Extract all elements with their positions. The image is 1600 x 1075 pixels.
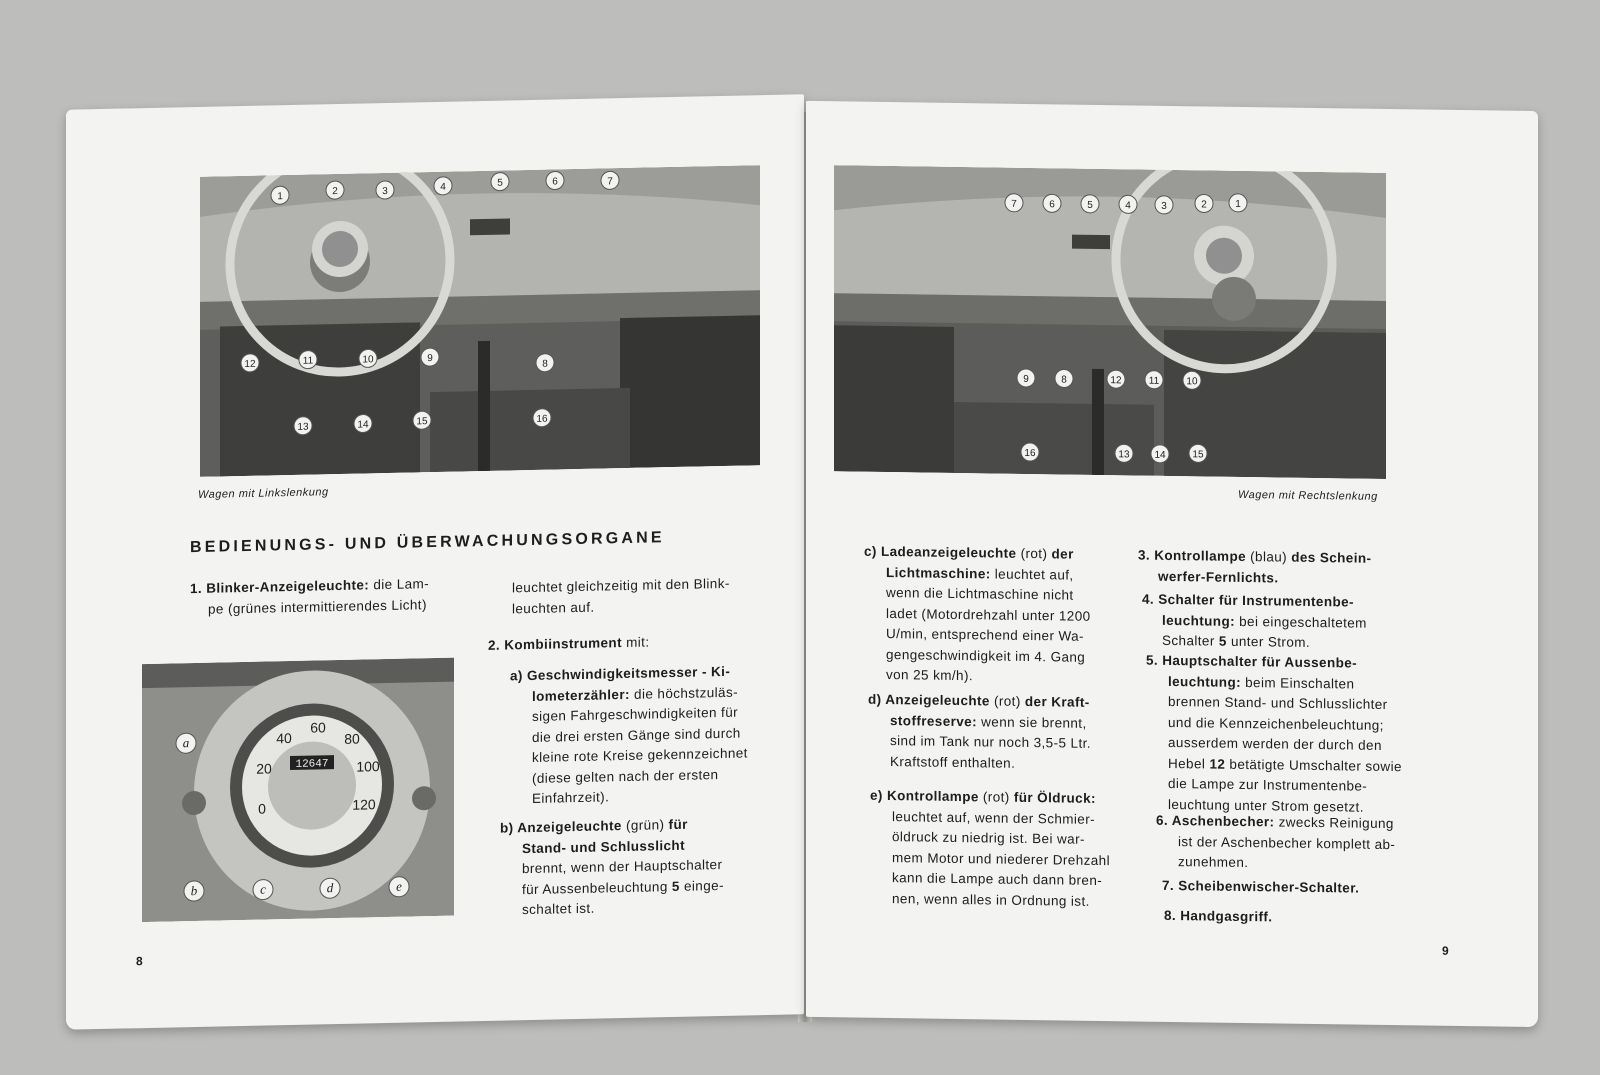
item-c-text: c) Ladeanzeigeleuchte (rot) der Lichtmaschine: leuchtet auf, wenn die Lichtmaschine nicht ladet (Motordrehzahl unter 1200 U/min, entsprechend einer Wa- gengeschwindigkeit im 4. Gang von 25 km/h). xyxy=(864,543,1091,684)
item-8-text: 8. Handgasgriff. xyxy=(1164,907,1273,925)
callout-12: 12 xyxy=(244,358,256,370)
callout-15: 15 xyxy=(416,416,428,428)
item-5-text: 5. Hauptschalter für Aussenbe- leuchtung: beim Einschalten brennen Stand- und Schlusslichter und die Kennzeichenbeleuchtung; ausserdem werden der durch den Hebel 12 betätigte Umschalter sowie die Lampe zur Instrumentenbe- leuchtung unter Strom gesetzt. xyxy=(1146,652,1402,815)
callout-6: 6 xyxy=(552,176,558,188)
section-heading: BEDIENUNGS- UND ÜBERWACHUNGSORGANE xyxy=(190,529,665,557)
r-callout-7: 7 xyxy=(1011,198,1017,210)
r-callout-4: 4 xyxy=(1125,200,1131,212)
item-2a-text: a) Geschwindigkeitsmesser - Ki- lometerzähler: die höchstzuläs- sigen Fahrgeschwindigkeiten für die drei ersten Gänge sind durch kleine rote Kreise gekennzeichnet (diese gelten nach der ersten Einfahrzeit). xyxy=(510,663,748,806)
callout-13: 13 xyxy=(297,421,309,433)
callout-7: 7 xyxy=(607,176,613,188)
dashboard-photo-rhd xyxy=(834,165,1386,479)
gauge-callout-c: c xyxy=(260,881,266,897)
gauge-60: 60 xyxy=(310,719,326,736)
r-callout-11: 11 xyxy=(1148,375,1160,387)
item-2b-text: b) Anzeigeleuchte (grün) für Stand- und Schlusslicht brennt, wenn der Hauptschalter für Aussenbeleuchtung 5 einge- schaltet ist. xyxy=(500,816,724,918)
r-callout-14: 14 xyxy=(1154,449,1166,461)
gauge-callout-e: e xyxy=(396,878,402,894)
r-callout-15: 15 xyxy=(1192,449,1204,461)
item-d-text: d) Anzeigeleuchte (rot) der Kraft- stoffreserve: wenn sie brennt, sind im Tank nur noch 3,5-5 Ltr. Kraftstoff enthalten. xyxy=(868,691,1091,771)
callout-5: 5 xyxy=(497,177,503,189)
item-2-title: 2. Kombiinstrument mit: xyxy=(488,634,650,653)
r-callout-8: 8 xyxy=(1061,374,1067,386)
r-callout-5: 5 xyxy=(1087,199,1093,211)
odometer-value: 12647 xyxy=(295,758,329,771)
right-page xyxy=(806,101,1538,1027)
callout-2: 2 xyxy=(332,186,338,198)
gauge-120: 120 xyxy=(352,796,376,813)
page-number-right: 9 xyxy=(1442,943,1449,958)
r-callout-13: 13 xyxy=(1118,449,1130,461)
gauge-callout-a: a xyxy=(182,735,190,751)
gauge-callout-d: d xyxy=(326,880,334,896)
callout-9: 9 xyxy=(427,353,433,365)
dashboard-photo-lhd xyxy=(200,165,760,477)
callout-11: 11 xyxy=(302,355,314,367)
gauge-80: 80 xyxy=(344,730,360,747)
r-callout-3: 3 xyxy=(1161,200,1167,212)
r-callout-12: 12 xyxy=(1110,375,1122,387)
left-page xyxy=(66,94,804,1029)
callout-3: 3 xyxy=(382,185,388,198)
item-6-text: 6. Aschenbecher: zwecks Reinigung ist der Aschenbecher komplett ab- zunehmen. xyxy=(1156,812,1396,871)
speedometer-photo xyxy=(142,658,454,923)
item-7-text: 7. Scheibenwischer-Schalter. xyxy=(1162,877,1360,896)
item-3-text: 3. Kontrollampe (blau) des Schein- werfer-Fernlichts. xyxy=(1138,547,1372,585)
r-callout-6: 6 xyxy=(1049,199,1055,211)
page-number-left: 8 xyxy=(136,954,143,969)
gauge-0: 0 xyxy=(258,800,266,817)
item-1-text: 1. Blinker-Anzeigeleuchte: die Lam- pe (grünes intermittierendes Licht) xyxy=(190,576,430,617)
item-4-text: 4. Schalter für Instrumentenbe- leuchtung: bei eingeschaltetem Schalter 5 unter Strom. xyxy=(1142,591,1367,650)
callout-14: 14 xyxy=(357,419,369,431)
r-callout-10: 10 xyxy=(1186,376,1198,388)
callout-8: 8 xyxy=(542,358,548,370)
caption-rhd: Wagen mit Rechtslenkung xyxy=(1238,488,1378,503)
gauge-40: 40 xyxy=(276,730,292,747)
callout-10: 10 xyxy=(362,354,374,366)
callout-4: 4 xyxy=(440,181,446,193)
r-callout-16: 16 xyxy=(1024,447,1036,460)
gauge-20: 20 xyxy=(256,760,272,777)
item-1-continued: leuchtet gleichzeitig mit den Blink- leuchten auf. xyxy=(512,575,730,616)
gauge-100: 100 xyxy=(356,758,380,775)
r-callout-9: 9 xyxy=(1023,373,1029,386)
item-e-text: e) Kontrollampe (rot) für Öldruck: leuchtet auf, wenn der Schmier- öldruck zu niedrig ist. Bei war- mem Motor und niederer Drehzahl kann die Lampe auch dann bren- nen, wenn alles in Ordnung ist. xyxy=(870,787,1110,909)
callout-16: 16 xyxy=(536,413,548,425)
callout-1: 1 xyxy=(277,191,283,203)
caption-lhd: Wagen mit Linkslenkung xyxy=(198,486,329,501)
r-callout-1: 1 xyxy=(1235,198,1241,210)
gauge-callout-b: b xyxy=(190,882,198,899)
r-callout-2: 2 xyxy=(1201,199,1207,211)
